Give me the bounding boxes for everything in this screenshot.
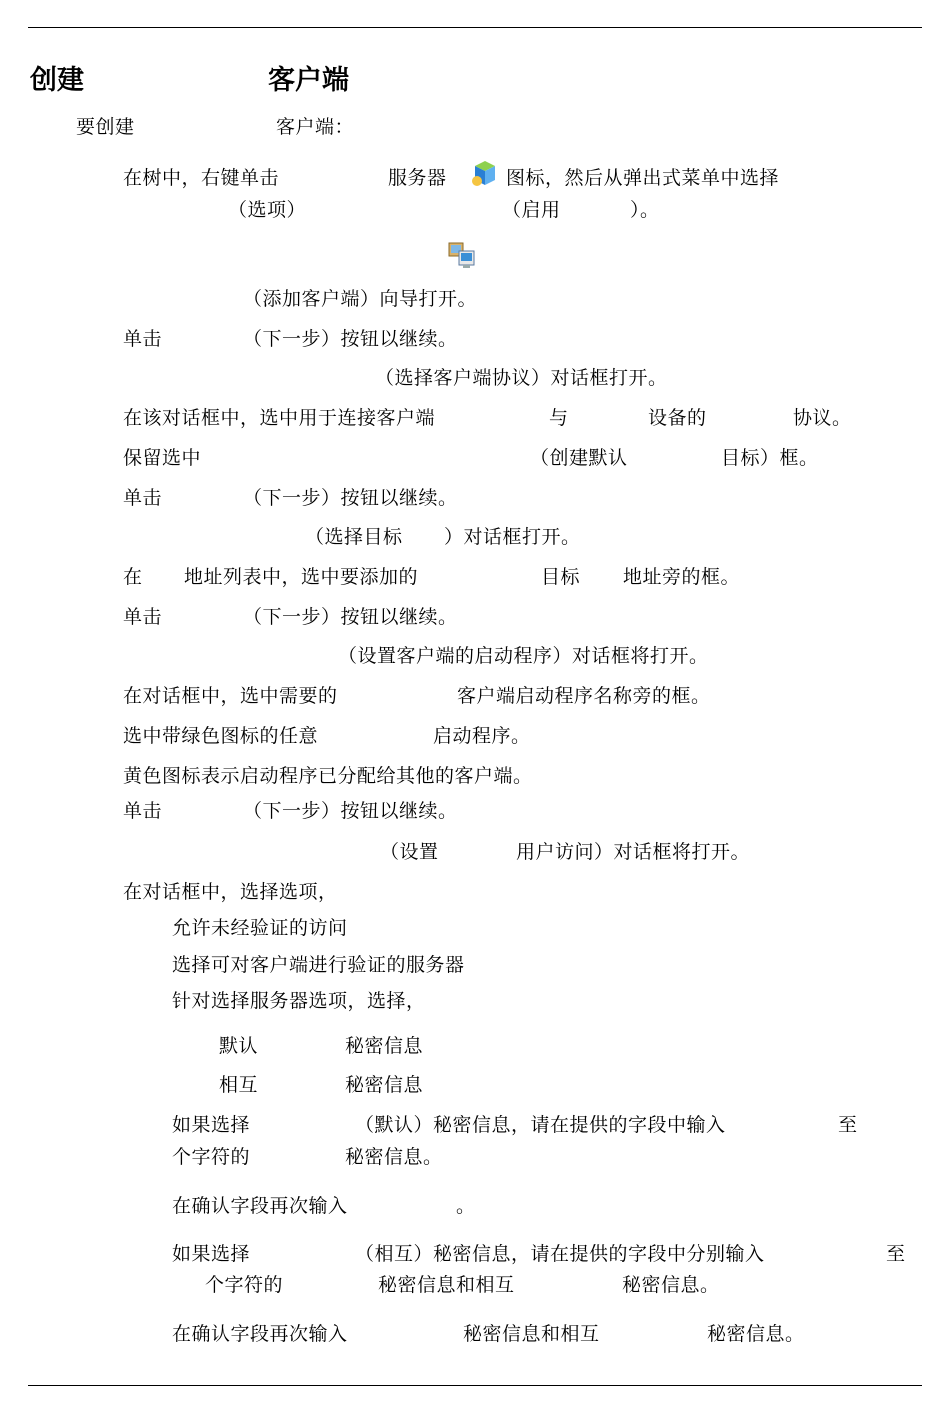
if-default-c: 至 [838,1114,858,1136]
if-default-b: （默认）秘密信息，请在提供的字段中输入 [355,1114,726,1136]
chars-default-b: 秘密信息。 [345,1146,443,1168]
select-protocol-a: 在该对话框中，选中用于连接客户端 [123,407,436,429]
if-default-a: 如果选择 [172,1114,251,1136]
target-dialog-a: （选择目标 [305,526,403,548]
intro-text-tail: 客户端： [276,116,355,138]
select-option: 在对话框中，选择选项， [123,881,338,903]
keep-checked-b: （创建默认 [530,447,628,469]
step-icon-menu: 图标，然后从弹出式菜单中选择 [506,167,780,189]
yellow-icon-note: 黄色图标表示启动程序已分配给其他的客户端。 [123,765,533,787]
green-icon-a: 选中带绿色图标的任意 [123,725,319,747]
click-label-3: 单击 [123,606,163,628]
chars-default-a: 个字符的 [172,1146,251,1168]
mutual-secret-b: 秘密信息 [345,1074,424,1096]
green-icon-b: 启动程序。 [433,725,531,747]
next-continue-1: （下一步）按钮以继续。 [243,328,458,350]
page-title-part2: 客户端 [268,65,349,96]
if-mutual-a: 如果选择 [172,1243,251,1265]
if-mutual-b: （相互）秘密信息，请在提供的字段中分别输入 [355,1243,765,1265]
select-launcher-b: 客户端启动程序名称旁的框。 [457,685,711,707]
select-launcher-a: 在对话框中，选中需要的 [123,685,338,707]
select-protocol-b: 与 [549,407,569,429]
next-continue-2: （下一步）按钮以继续。 [243,487,458,509]
keep-checked-a: 保留选中 [123,447,202,469]
chars-mutual-a: 个字符的 [205,1274,284,1296]
user-access-dialog-a: （设置 [380,841,439,863]
click-label-1: 单击 [123,328,163,350]
step-enable-close: ）。 [630,199,660,221]
confirm-mutual-b: 秘密信息和相互 [463,1323,600,1345]
click-label-2: 单击 [123,487,163,509]
address-list-a: 在 [123,566,143,588]
confirm-mutual-c: 秘密信息。 [707,1323,805,1345]
click-label-4: 单击 [123,800,163,822]
default-secret-a: 默认 [219,1035,259,1057]
protocol-dialog: （选择客户端协议）对话框打开。 [375,367,668,389]
target-dialog-b: ）对话框打开。 [444,526,581,548]
top-rule [28,27,922,28]
chars-mutual-c: 秘密信息。 [622,1274,720,1296]
confirm-default-a: 在确认字段再次输入 [172,1195,348,1217]
server-cube-icon [468,158,498,188]
mutual-secret-a: 相互 [219,1074,259,1096]
launcher-dialog: （设置客户端的启动程序）对话框将打开。 [338,645,709,667]
user-access-dialog-b: 用户访问）对话框将打开。 [516,841,751,863]
if-mutual-c: 至 [886,1243,906,1265]
address-list-c: 目标 [541,566,581,588]
intro-text: 要创建 [76,116,135,138]
computers-icon [447,240,477,270]
next-continue-3: （下一步）按钮以继续。 [243,606,458,628]
confirm-default-b: 。 [456,1195,476,1217]
default-secret-b: 秘密信息 [345,1035,424,1057]
option-select-server: 针对选择服务器选项，选择， [172,990,426,1012]
address-list-b: 地址列表中，选中要添加的 [184,566,419,588]
step-right-click: 在树中，右键单击 [123,167,280,189]
next-continue-4: （下一步）按钮以继续。 [243,800,458,822]
select-protocol-c: 设备的 [648,407,707,429]
step-enable: （启用 [502,199,561,221]
bottom-rule [28,1385,922,1386]
keep-checked-c: 目标）框。 [721,447,819,469]
confirm-mutual-a: 在确认字段再次输入 [172,1323,348,1345]
option-unauthenticated: 允许未经验证的访问 [172,917,348,939]
wizard-opens: （添加客户端）向导打开。 [243,288,478,310]
select-protocol-d: 协议。 [793,407,852,429]
chars-mutual-b: 秘密信息和相互 [378,1274,515,1296]
option-auth-server: 选择可对客户端进行验证的服务器 [172,954,465,976]
address-list-d: 地址旁的框。 [623,566,741,588]
page-title-part1: 创建 [30,65,84,96]
step-server-label: 服务器 [388,167,447,189]
step-options: （选项） [228,199,307,221]
